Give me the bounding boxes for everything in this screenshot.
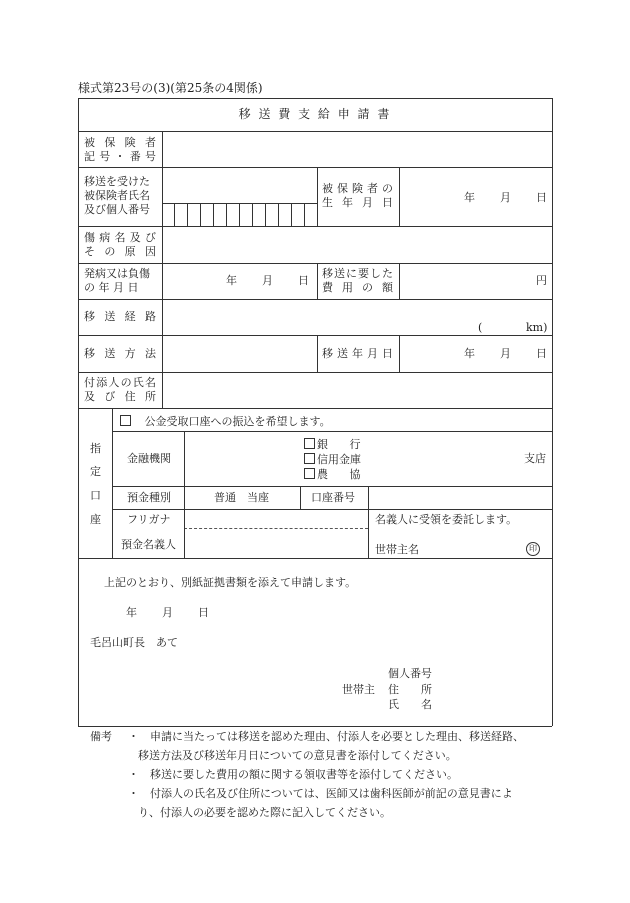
method-field[interactable] <box>164 337 315 370</box>
account-holder-field[interactable] <box>186 511 366 556</box>
account-number-field[interactable] <box>370 488 550 507</box>
disease-label: 傷病名及び その原因 <box>84 231 156 258</box>
checkbox-icon[interactable] <box>304 438 315 449</box>
route-label: 移 送 経 路 <box>84 310 156 323</box>
householder-label: 世帯主 <box>342 683 375 696</box>
note-bullet: ・ <box>128 787 139 800</box>
onset-date-label: 発病又は負傷 の 年 月 日 <box>84 267 150 294</box>
note-line: 申請に当たっては移送を認めた理由、付添人を必要とした理由、移送経路、 <box>150 730 524 743</box>
method-label: 移 送 方 法 <box>84 347 156 360</box>
note-bullet: ・ <box>128 768 139 781</box>
furigana-label: フリガナ <box>127 513 171 526</box>
note-bullet: ・ <box>128 730 139 743</box>
attendant-label: 付添人の氏名 及 び 住 所 <box>84 376 156 403</box>
note-line: 付添人の氏名及び住所については、医師又は歯科医師が前記の意見書によ <box>150 787 513 800</box>
applicant-address[interactable]: 住 所 <box>388 683 432 696</box>
checkbox-icon[interactable] <box>304 453 315 464</box>
attendant-field[interactable] <box>164 374 550 406</box>
note-line: 移送方法及び移送年月日についての意見書を添付してください。 <box>138 749 457 762</box>
birth-date-label: 被保険者の 生 年 月 日 <box>322 182 393 209</box>
transfer-date-label: 移送年月日 <box>322 347 393 360</box>
recipient-name-field[interactable] <box>164 169 315 201</box>
notes-label: 備考 <box>90 730 112 743</box>
delegation-text: 名義人に受領を委託します。 <box>375 513 518 526</box>
insured-id-label: 被 保 険 者 記号・番号 <box>84 136 156 163</box>
applicant-name[interactable]: 氏 名 <box>388 698 432 711</box>
deposit-type-label: 預金種別 <box>127 491 171 504</box>
checkbox-icon[interactable] <box>304 468 315 479</box>
declaration-text: 上記のとおり、別紙証拠書類を添えて申請します。 <box>104 576 357 589</box>
applicant-personal-number[interactable]: 個人番号 <box>388 667 432 680</box>
checkbox-icon[interactable] <box>120 415 131 426</box>
insured-id-field[interactable] <box>164 133 550 165</box>
note-line: り、付添人の必要を認めた際に記入してください。 <box>138 806 391 819</box>
disease-field[interactable] <box>164 228 550 261</box>
addressee: 毛呂山町長 あて <box>90 636 178 649</box>
account-holder-label: 預金名義人 <box>121 538 176 551</box>
recipient-name-label: 移送を受けた 被保険者氏名 及び個人番号 <box>84 175 150 216</box>
public-account-checkbox[interactable]: 公金受取口座への振込を希望します。 <box>120 415 331 427</box>
form-number: 様式第23号の(3)(第25条の4関係) <box>78 81 263 95</box>
account-number-label: 口座番号 <box>311 491 355 504</box>
seal-mark: 印 <box>526 542 540 556</box>
branch-label: 支店 <box>524 452 546 465</box>
cost-label: 移送に要した 費 用 の 額 <box>322 267 393 294</box>
institution-label: 金融機関 <box>127 452 171 465</box>
householder-name-label: 世帯主名 <box>375 543 419 556</box>
form-title: 移 送 費 支 給 申 請 書 <box>238 107 392 121</box>
note-line: 移送に要した費用の額に関する領収書等を添付してください。 <box>150 768 458 781</box>
deposit-type-options[interactable]: 普通 当座 <box>214 491 269 504</box>
